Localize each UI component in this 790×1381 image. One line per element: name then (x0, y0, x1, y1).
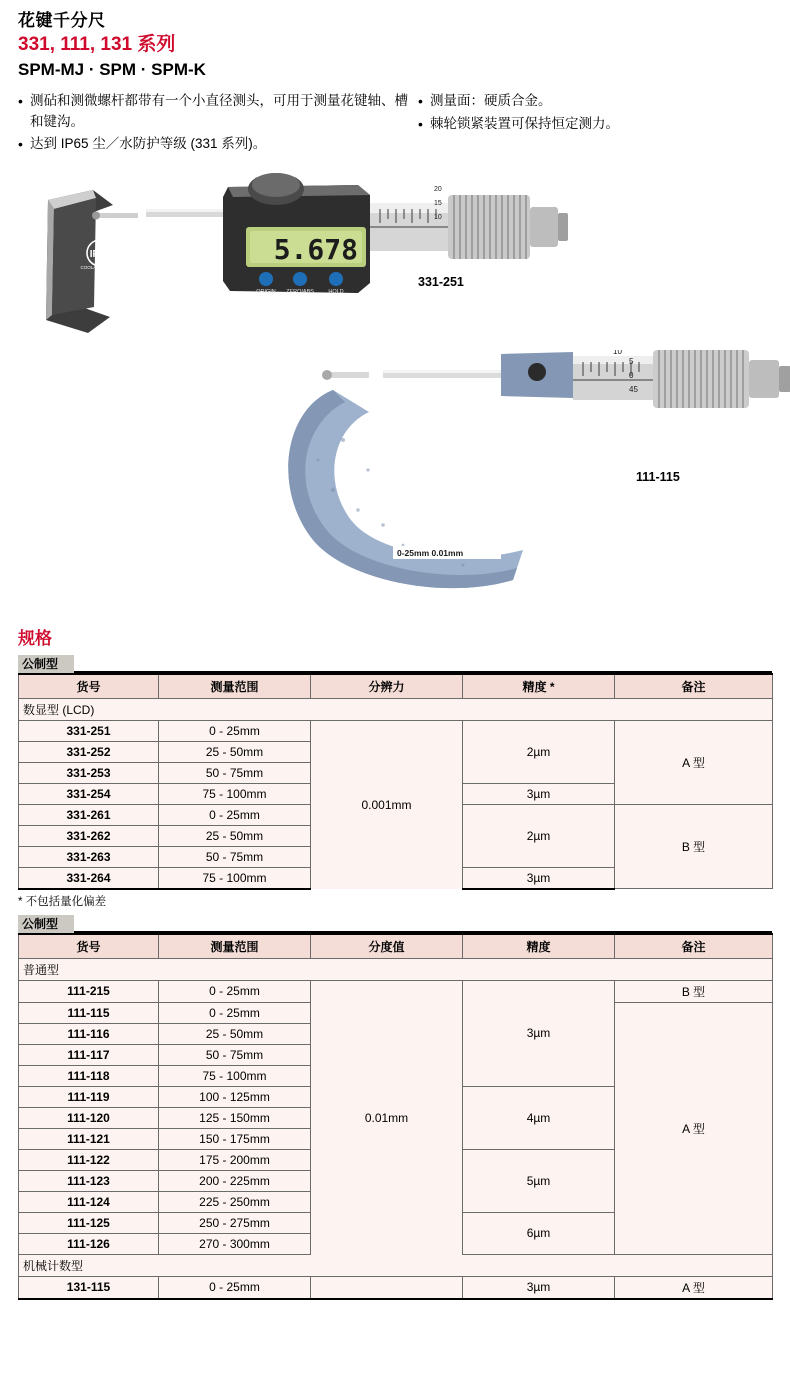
cell-accuracy: 5µm (463, 1149, 615, 1212)
zero-abs-button-label: ZERO/ABS (286, 288, 314, 295)
cell-range: 75 - 100mm (159, 783, 311, 804)
group-label: 普通型 (19, 958, 773, 980)
cell-range: 50 - 75mm (159, 1044, 311, 1065)
series-title: 331, 111, 131 系列 (18, 34, 176, 56)
cell-range: 50 - 75mm (159, 846, 311, 867)
cell-accuracy: 3µm (463, 1276, 615, 1299)
cell-remark: B 型 (615, 980, 773, 1002)
feature-text: 测量面：硬质合金。 (430, 93, 552, 109)
cell-range: 270 - 300mm (159, 1233, 311, 1254)
cell-range: 0 - 25mm (159, 1276, 311, 1299)
col-header-accuracy: 精度 (463, 934, 615, 959)
digital-range-label: 0-25mm 0.001mm (136, 249, 201, 259)
col-header-code: 货号 (19, 674, 159, 699)
cell-remark: A 型 (615, 1002, 773, 1254)
cell-range: 0 - 25mm (159, 1002, 311, 1023)
thimble-number: 0 (629, 370, 634, 380)
feature-item (18, 91, 410, 133)
cell-accuracy: 3µm (463, 783, 615, 804)
feature-column-left (18, 91, 410, 157)
table-header-row (19, 674, 773, 699)
cell-range: 75 - 100mm (159, 867, 311, 889)
cell-code: 331-264 (19, 867, 159, 889)
thimble-number: 10 (613, 349, 622, 356)
cell-accuracy: 3µm (463, 980, 615, 1086)
table-footnote: * 不包括量化偏差 (18, 895, 107, 908)
thimble-number: 10 (434, 213, 442, 221)
bullet-icon: • (418, 93, 423, 110)
coolant-proof-label: COOLANT PROOF (80, 264, 120, 270)
brand-label: Mitutoyo (130, 273, 193, 291)
cell-range: 175 - 200mm (159, 1149, 311, 1170)
cell-code: 111-119 (19, 1086, 159, 1107)
cell-code: 331-261 (19, 804, 159, 825)
analog-range-label: 0-25mm 0.01mm (397, 547, 464, 558)
bullet-icon: • (18, 93, 23, 110)
page-title: 花键千分尺 (18, 11, 106, 30)
thimble-number: 20 (434, 185, 442, 193)
figure-caption-111: 111-115 (636, 469, 680, 484)
cell-code: 111-118 (19, 1065, 159, 1086)
cell-remark: A 型 (615, 1276, 773, 1299)
cell-accuracy: 6µm (463, 1212, 615, 1254)
brand-label: Mitutoyo (421, 527, 476, 543)
feature-text: 测砧和测微螺杆都带有一个小直径测头，可用于测量花键轴、槽和键沟。 (30, 93, 408, 129)
cell-accuracy: 4µm (463, 1086, 615, 1149)
origin-button-label: ORIGIN (256, 288, 276, 295)
cell-graduation (311, 1276, 463, 1299)
spec-subheading: 公制型 (18, 915, 74, 933)
col-header-resolution: 分辨力 (311, 674, 463, 699)
table-row (19, 1276, 773, 1299)
cell-range: 100 - 125mm (159, 1086, 311, 1107)
cell-range: 25 - 50mm (159, 1023, 311, 1044)
table-row (19, 980, 773, 1002)
lcd-value: 5.678 (273, 232, 358, 266)
bullet-icon: • (418, 115, 423, 132)
title-block (18, 0, 772, 81)
divider (74, 931, 772, 933)
cell-code: 331-254 (19, 783, 159, 804)
cell-remark: A 型 (615, 720, 773, 804)
spec-section1-header (18, 655, 772, 673)
cell-range: 75 - 100mm (159, 1065, 311, 1086)
cell-code: 331-253 (19, 762, 159, 783)
cell-range: 200 - 225mm (159, 1170, 311, 1191)
cell-graduation: 0.01mm (311, 980, 463, 1254)
feature-item (18, 134, 410, 156)
divider (74, 671, 772, 673)
model-title: SPM-MJ · SPM · SPM-K (18, 59, 206, 79)
feature-item (418, 114, 778, 136)
table-group-row (19, 1254, 773, 1276)
cell-range: 0 - 25mm (159, 980, 311, 1002)
cell-range: 150 - 175mm (159, 1128, 311, 1149)
col-header-accuracy: 精度 * (463, 674, 615, 699)
cell-code: 111-124 (19, 1191, 159, 1212)
product-figures (18, 165, 772, 620)
cell-code: 111-215 (19, 980, 159, 1002)
feature-column-right (418, 91, 778, 157)
figure-caption-331: 331-251 (418, 274, 464, 289)
cell-code: 111-125 (19, 1212, 159, 1233)
spec-table-analog (18, 933, 773, 1300)
col-header-code: 货号 (19, 934, 159, 959)
cell-code: 111-123 (19, 1170, 159, 1191)
cell-code: 111-126 (19, 1233, 159, 1254)
cell-accuracy: 2µm (463, 720, 615, 783)
cell-range: 25 - 50mm (159, 741, 311, 762)
cell-remark: B 型 (615, 804, 773, 889)
feature-list (18, 91, 772, 157)
cell-code: 131-115 (19, 1276, 159, 1299)
cell-range: 50 - 75mm (159, 762, 311, 783)
thimble-number: 15 (434, 199, 442, 207)
col-header-graduation: 分度值 (311, 934, 463, 959)
table-header-row (19, 934, 773, 959)
ip-rating-label: IP65 (89, 248, 111, 260)
cell-code: 331-262 (19, 825, 159, 846)
spec-heading: 规格 (18, 628, 52, 648)
bullet-icon: • (18, 135, 23, 152)
group-label: 机械计数型 (19, 1254, 773, 1276)
cell-code: 331-251 (19, 720, 159, 741)
spec-subheading: 公制型 (18, 655, 74, 673)
cell-code: 111-117 (19, 1044, 159, 1065)
cell-code: 111-115 (19, 1002, 159, 1023)
cell-code: 331-252 (19, 741, 159, 762)
col-header-range: 测量范围 (159, 674, 311, 699)
analog-micrometer-image (273, 350, 790, 610)
cell-code: 331-263 (19, 846, 159, 867)
thimble-number: 5 (629, 356, 634, 366)
hold-button-label: HOLD (328, 288, 344, 295)
group-label: 数显型 (LCD) (19, 698, 773, 720)
feature-text: 达到 IP65 尘／水防护等级 (331 系列)。 (30, 135, 267, 151)
cell-range: 125 - 150mm (159, 1107, 311, 1128)
cell-accuracy: 3µm (463, 867, 615, 889)
cell-range: 250 - 275mm (159, 1212, 311, 1233)
table-group-row (19, 958, 773, 980)
cell-range: 0 - 25mm (159, 804, 311, 825)
cell-range: 225 - 250mm (159, 1191, 311, 1212)
spec-table-digital (18, 673, 773, 890)
col-header-remark: 备注 (615, 934, 773, 959)
table-row (19, 720, 773, 741)
feature-text: 棘轮锁紧装置可保持恒定测力。 (430, 115, 619, 131)
table-group-row (19, 698, 773, 720)
cell-range: 0 - 25mm (159, 720, 311, 741)
spec-section2-header (18, 915, 772, 933)
cell-accuracy: 2µm (463, 804, 615, 867)
col-header-range: 测量范围 (159, 934, 311, 959)
thimble-number: 45 (629, 384, 638, 394)
cell-code: 111-122 (19, 1149, 159, 1170)
cell-code: 111-116 (19, 1023, 159, 1044)
cell-code: 111-120 (19, 1107, 159, 1128)
digital-micrometer-image (18, 165, 598, 365)
cell-code: 111-121 (19, 1128, 159, 1149)
cell-range: 25 - 50mm (159, 825, 311, 846)
col-header-remark: 备注 (615, 674, 773, 699)
feature-item (418, 91, 778, 113)
cell-resolution: 0.001mm (311, 720, 463, 889)
